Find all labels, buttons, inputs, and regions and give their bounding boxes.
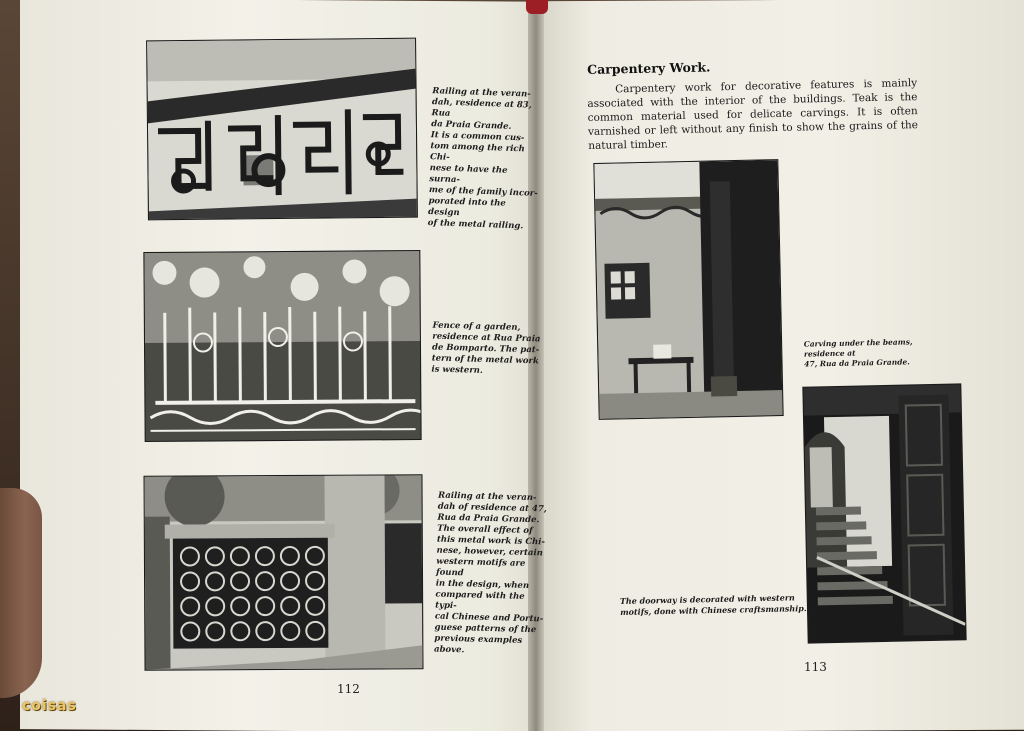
section-heading: Carpentery Work. bbox=[587, 59, 711, 77]
photo-railing-47 bbox=[144, 475, 422, 669]
caption-railing-47: Railing at the veran- dah of residence at 47, Rua da Praia Grande. The overall effect of this metal work is Chi- nese, however, certain western motifs are found in the design, when compared with the typi- cal Chinese and Portu- guese patterns of the previous examples above. bbox=[433, 490, 547, 656]
caption-doorway: The doorway is decorated with western motifs, done with Chinese craftsmanship. bbox=[619, 592, 807, 617]
page-number-left: 112 bbox=[337, 682, 360, 696]
thumb bbox=[0, 488, 42, 698]
photo-railing-83 bbox=[147, 39, 417, 220]
photo-garden-fence bbox=[144, 251, 420, 441]
caption-garden-fence: Fence of a garden, residence at Rua Praia de Bomparto. The pat- tern of the metal work is western. bbox=[431, 320, 541, 376]
photo-doorway bbox=[803, 384, 965, 642]
caption-beam-carving: Carving under the beams, residence at 47, Rua da Praia Grande. bbox=[803, 337, 913, 369]
watermark-logo: coisas bbox=[22, 698, 77, 714]
bookmark-ribbon bbox=[526, 0, 548, 14]
page-number-right: 113 bbox=[804, 660, 827, 674]
photo-beam-carving bbox=[594, 160, 782, 419]
section-body: Carpentery work for decorative features is mainly associated with the interior of the buildings. Teak is the common material used for delicate carvings. It is often varnished or left without any finish to show the grains of the natural timber. bbox=[587, 77, 919, 152]
caption-railing-83: Railing at the veran- dah, residence at 83, Rua da Praia Grande. It is a common cus- tom among the rich Chi- nese to have the surna- me of the family incor- porated into the design of the metal railing. bbox=[427, 86, 538, 232]
